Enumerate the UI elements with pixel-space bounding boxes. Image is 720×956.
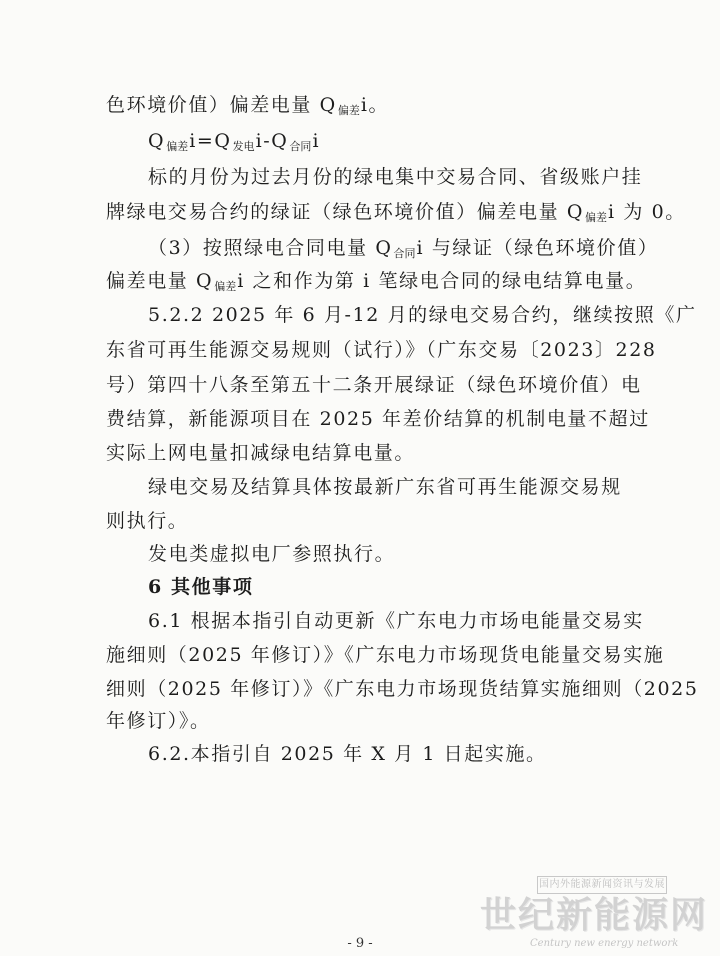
text-line-16: 6.1 根据本指引自动更新《广东电力市场电能量交易实 bbox=[148, 610, 644, 632]
text-line-1: 色环境价值）偏差电量 $Q_{偏差}i$。 bbox=[106, 94, 390, 117]
text-line-11: 实际上网电量扣减绿电结算电量。 bbox=[106, 442, 416, 464]
watermark-logo: 世纪新能源网 bbox=[480, 894, 709, 936]
text-line-6: 偏差电量 $Q_{偏差}i$ 之和作为第 i 笔绿电合同的绿电结算电量。 bbox=[106, 270, 647, 293]
formula-line: $Q_{偏差}i=Q_{发电}i-Q_{合同}i$ bbox=[148, 130, 321, 153]
text-line-8: 东省可再生能源交易规则（试行）》（广东交易〔2023〕228 bbox=[106, 339, 657, 361]
watermark-tagline: 国内外能源新闻资讯与发展 bbox=[537, 876, 667, 894]
page-number: - 9 - bbox=[347, 936, 373, 951]
text-line-14: 发电类虚拟电厂参照执行。 bbox=[148, 543, 396, 565]
text-line-3: 标的月份为过去月份的绿电集中交易合同、省级账户挂 bbox=[148, 166, 643, 188]
watermark-english: Century new energy network bbox=[530, 938, 679, 949]
text-line-13: 则执行。 bbox=[106, 510, 189, 532]
text-line-9: 号）第四十八条至第五十二条开展绿证（绿色环境价值）电 bbox=[106, 374, 642, 396]
text-line-5: （3）按照绿电合同电量 $Q_{合同}i$ 与绿证（绿色环境价值） bbox=[148, 237, 659, 260]
section-heading: 6 其他事项 bbox=[148, 576, 254, 598]
text-line-17: 施细则（2025 年修订）》《广东电力市场现货电能量交易实施 bbox=[106, 644, 665, 666]
text-line-12: 绿电交易及结算具体按最新广东省可再生能源交易规 bbox=[148, 476, 622, 498]
text-line-7: 5.2.2 2025 年 6 月-12 月的绿电交易合约，继续按照《广 bbox=[148, 304, 697, 326]
text-line-18: 细则（2025 年修订）》《广东电力市场现货结算实施细则（2025 bbox=[106, 678, 699, 700]
text-line-4: 牌绿电交易合约的绿证（绿色环境价值）偏差电量 $Q_{偏差}i$ 为 0。 bbox=[106, 201, 686, 224]
text-line-20: 6.2.本指引自 2025 年 X 月 1 日起实施。 bbox=[148, 743, 547, 765]
text-line-10: 费结算，新能源项目在 2025 年差价结算的机制电量不超过 bbox=[106, 408, 650, 430]
text-line-19: 年修订）》。 bbox=[106, 710, 211, 732]
